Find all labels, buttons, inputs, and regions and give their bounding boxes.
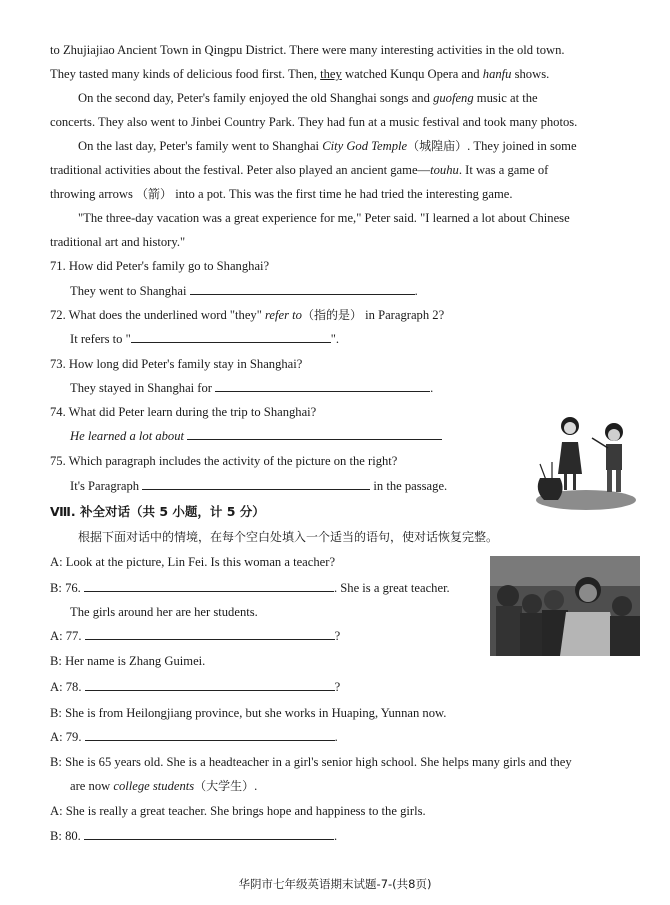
dialogue-line: B: Her name is Zhang Guimei. xyxy=(50,654,206,668)
answer-75: It's Paragraph in the passage. xyxy=(70,479,448,493)
dialogue-line-79: A: 79. . xyxy=(50,730,338,744)
answer-blank[interactable] xyxy=(85,729,335,741)
passage-line: On the second day, Peter's family enjoyed the old Shanghai songs and guofeng music at the xyxy=(78,91,538,105)
question-74: 74. What did Peter learn during the trip to Shanghai? xyxy=(50,405,317,419)
passage-line: concerts. They also went to Jinbei Country Park. They had fun at a music festival and took many photos. xyxy=(50,115,578,129)
dialogue-line: A: Look at the picture, Lin Fei. Is this woman a teacher? xyxy=(50,555,336,569)
dialogue-line-80: B: 80. . xyxy=(50,829,338,843)
passage-line: On the last day, Peter's family went to Shanghai City God Temple（城隍庙）. They joined in some xyxy=(78,139,577,153)
answer-blank[interactable] xyxy=(215,380,430,392)
answer-blank[interactable] xyxy=(84,580,334,592)
answer-blank[interactable] xyxy=(131,331,331,343)
dialogue-line-78: A: 78. ? xyxy=(50,680,341,694)
page-footer: 华阴市七年级英语期末试题-7-(共8页) xyxy=(238,877,432,891)
answer-blank[interactable] xyxy=(84,828,334,840)
passage-line: traditional activities about the festival. Peter also played an ancient game—touhu. It was a game of xyxy=(50,163,549,177)
passage-line: They tasted many kinds of delicious food first. Then, they watched Kunqu Opera and hanfu shows. xyxy=(50,67,550,81)
question-75: 75. Which paragraph includes the activity of the picture on the right? xyxy=(50,454,398,468)
teacher-photo xyxy=(490,556,640,656)
answer-blank[interactable] xyxy=(187,428,442,440)
answer-blank[interactable] xyxy=(85,628,335,640)
underlined-they: they xyxy=(320,67,342,81)
answer-73: They stayed in Shanghai for . xyxy=(70,381,434,395)
question-73: 73. How long did Peter's family stay in Shanghai? xyxy=(50,357,303,371)
answer-74: He learned a lot about xyxy=(70,428,642,444)
dialogue-line: The girls around her are her students. xyxy=(70,605,258,619)
answer-blank[interactable] xyxy=(85,679,335,691)
touhu-picture xyxy=(528,408,638,514)
dialogue-line-77: A: 77. ? xyxy=(50,629,341,643)
passage-line: throwing arrows （箭） into a pot. This was the first time he had tried the interesting game. xyxy=(50,187,513,201)
passage-line: to Zhujiajiao Ancient Town in Qingpu District. There were many interesting activities in the old town. xyxy=(50,43,565,57)
question-72: 72. What does the underlined word "they" refer to（指的是） in Paragraph 2? xyxy=(50,308,445,322)
answer-blank[interactable] xyxy=(190,283,415,295)
section-8-instruction: 根据下面对话中的情境，在每个空白处填入一个适当的语句，使对话恢复完整。 xyxy=(78,530,499,544)
dialogue-line: A: She is really a great teacher. She brings hope and happiness to the girls. xyxy=(50,804,426,818)
answer-72: It refers to " ". xyxy=(70,332,340,346)
dialogue-line: B: She is from Heilongjiang province, but she works in Huaping, Yunnan now. xyxy=(50,706,447,720)
dialogue-line: are now college students（大学生）. xyxy=(70,779,258,793)
answer-blank[interactable] xyxy=(142,478,370,490)
answer-71: They went to Shanghai . xyxy=(70,284,418,298)
dialogue-line-76: B: 76. . She is a great teacher. xyxy=(50,581,450,595)
section-8-title: Ⅷ. 补全对话（共 5 小题，计 5 分） xyxy=(50,504,265,519)
passage-line: "The three-day vacation was a great experience for me," Peter said. "I learned a lot about Chinese xyxy=(78,211,570,225)
passage-line: traditional art and history." xyxy=(50,235,186,249)
question-71: 71. How did Peter's family go to Shanghai? xyxy=(50,259,270,273)
dialogue-line: B: She is 65 years old. She is a headteacher in a girl's senior high school. She helps many girls and they xyxy=(50,755,572,769)
